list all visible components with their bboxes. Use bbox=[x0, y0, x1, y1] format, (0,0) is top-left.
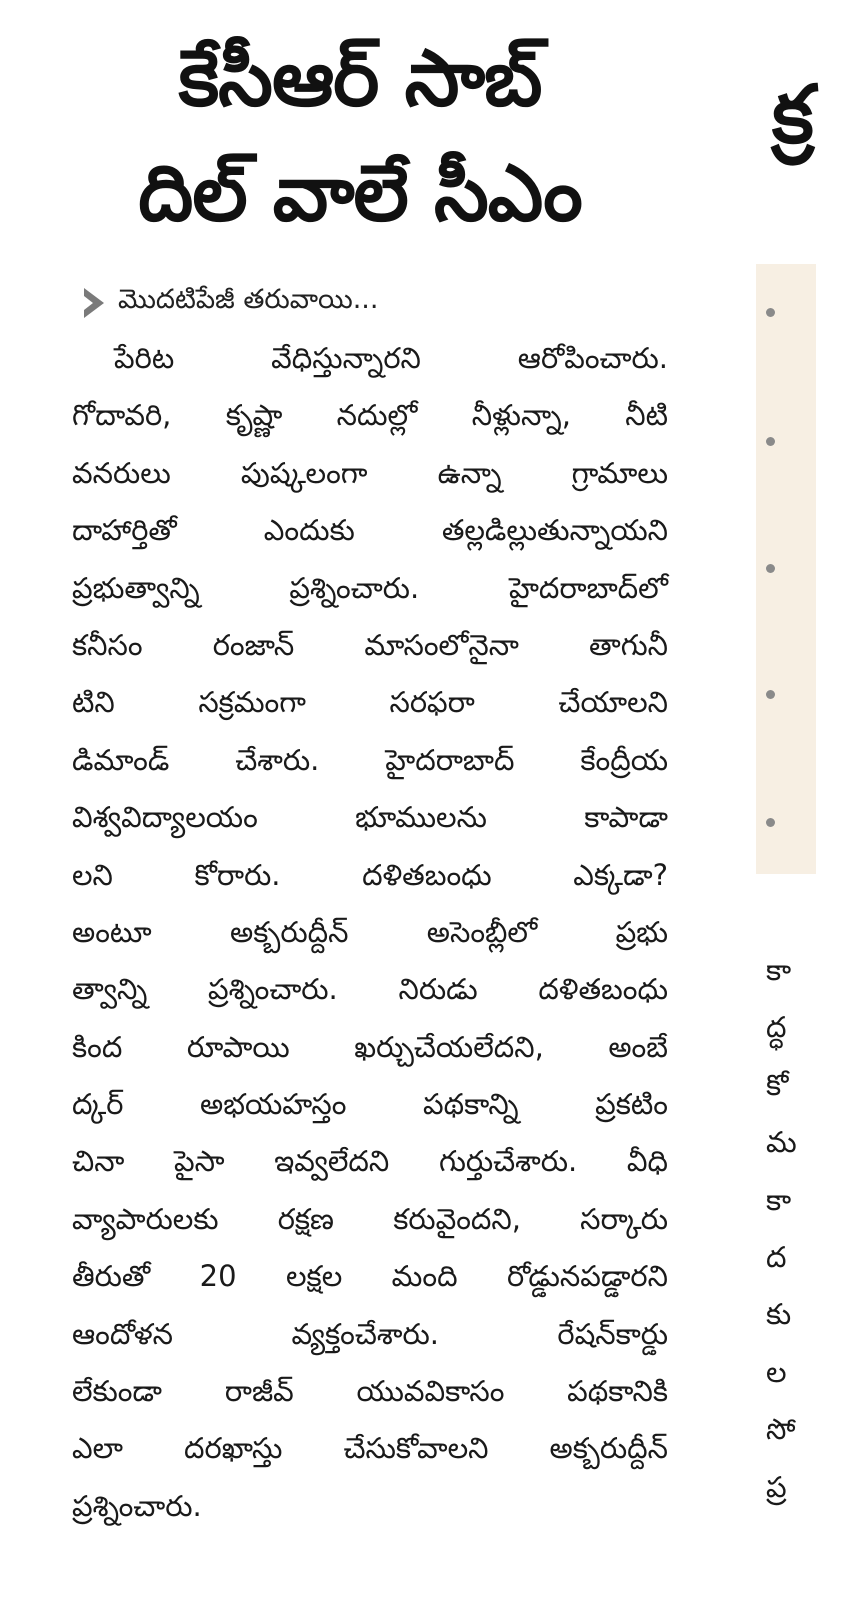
article-line: వ్యాపారులకు రక్షణ కరువైందని, సర్కారు bbox=[72, 1201, 668, 1236]
article-line: ఆందోళన వ్యక్తంచేశారు. రేషన్‌కార్డు bbox=[72, 1316, 668, 1351]
article-line: టిని సక్రమంగా సరఫరా చేయాలని bbox=[72, 685, 668, 720]
adjacent-line-fragment: ద్ధ bbox=[766, 1010, 787, 1045]
article-line: డిమాండ్ చేశారు. హైదరాబాద్ కేంద్రీయ bbox=[72, 742, 668, 777]
kicker-text: మొదటిపేజీ తరువాయి... bbox=[118, 284, 379, 315]
adjacent-line-fragment: ప్ర bbox=[766, 1469, 787, 1504]
adjacent-line-fragment: కా bbox=[766, 1182, 792, 1217]
article-line: అంటూ అక్బరుద్దీన్ అసెంబ్లీలో ప్రభు bbox=[72, 914, 668, 949]
article-line: ద్కర్ అభయహస్తం పథకాన్ని ప్రకటిం bbox=[72, 1087, 668, 1122]
article-line: ప్రభుత్వాన్ని ప్రశ్నించారు. హైదరాబాద్‌లో bbox=[72, 570, 668, 605]
article-line: లని కోరారు. దళితబంధు ఎక్కడా? bbox=[72, 857, 668, 892]
article-line: కనీసం రంజాన్ మాసంలోనైనా తాగునీ bbox=[72, 627, 668, 662]
adjacent-line-fragment: ద bbox=[766, 1240, 787, 1274]
article-body bbox=[72, 330, 668, 1535]
adjacent-line-fragment: మ bbox=[766, 1125, 797, 1160]
adjacent-line-fragment: కా bbox=[766, 953, 792, 987]
article-line: కింద రూపాయి ఖర్చుచేయలేదని, అంబే bbox=[72, 1029, 668, 1064]
article-line: త్వాన్ని ప్రశ్నించారు. నిరుడు దళితబంధు bbox=[72, 972, 668, 1007]
article-line: తీరుతో 20 లక్షల మంది రోడ్డునపడ్డారని bbox=[72, 1259, 668, 1294]
adjacent-line-fragment: ల bbox=[766, 1354, 787, 1389]
adjacent-line-fragment: సో bbox=[766, 1412, 796, 1447]
adjacent-line-fragment: కో bbox=[766, 1067, 789, 1102]
bullet-dot bbox=[766, 818, 775, 827]
bullet-dot bbox=[766, 437, 775, 446]
adjacent-headline-fragment: క్ర bbox=[772, 68, 814, 161]
bullet-dot bbox=[766, 690, 775, 699]
bullet-dot bbox=[766, 564, 775, 573]
article-line: ఎలా దరఖాస్తు చేసుకోవాలని అక్బరుద్దీన్ bbox=[72, 1431, 668, 1466]
headline-line-1: కేసీఆర్ సాబ్ bbox=[178, 34, 542, 124]
article-line: వనరులు పుష్కలంగా ఉన్నా గ్రామాలు bbox=[72, 455, 668, 490]
article-line: లేకుండా రాజీవ్ యువవికాసం పథకానికి bbox=[72, 1374, 668, 1409]
article-line: విశ్వవిద్యాలయం భూములను కాపాడా bbox=[72, 800, 668, 835]
article-line: పేరిట వేధిస్తున్నారని ఆరోపించారు. bbox=[114, 341, 668, 375]
article-line: గోదావరి, కృష్ణా నదుల్లో నీళ్లున్నా, నీటి bbox=[72, 398, 668, 433]
bullet-dot bbox=[766, 308, 775, 317]
continuation-kicker bbox=[80, 283, 378, 323]
article-line: దాహార్తితో ఎందుకు తల్లడిల్లుతున్నాయని bbox=[72, 513, 668, 548]
adjacent-line-fragment: కు bbox=[766, 1297, 792, 1332]
headline-line-2: దిల్ వాలే సీఎం bbox=[138, 149, 582, 239]
article-line: చినా పైసా ఇవ్వలేదని గుర్తుచేశారు. వీధి bbox=[72, 1144, 668, 1179]
article-line: ప్రశ్నించారు. bbox=[72, 1488, 202, 1523]
chevron-right-icon bbox=[80, 286, 108, 320]
adjacent-highlight-box bbox=[756, 264, 816, 874]
